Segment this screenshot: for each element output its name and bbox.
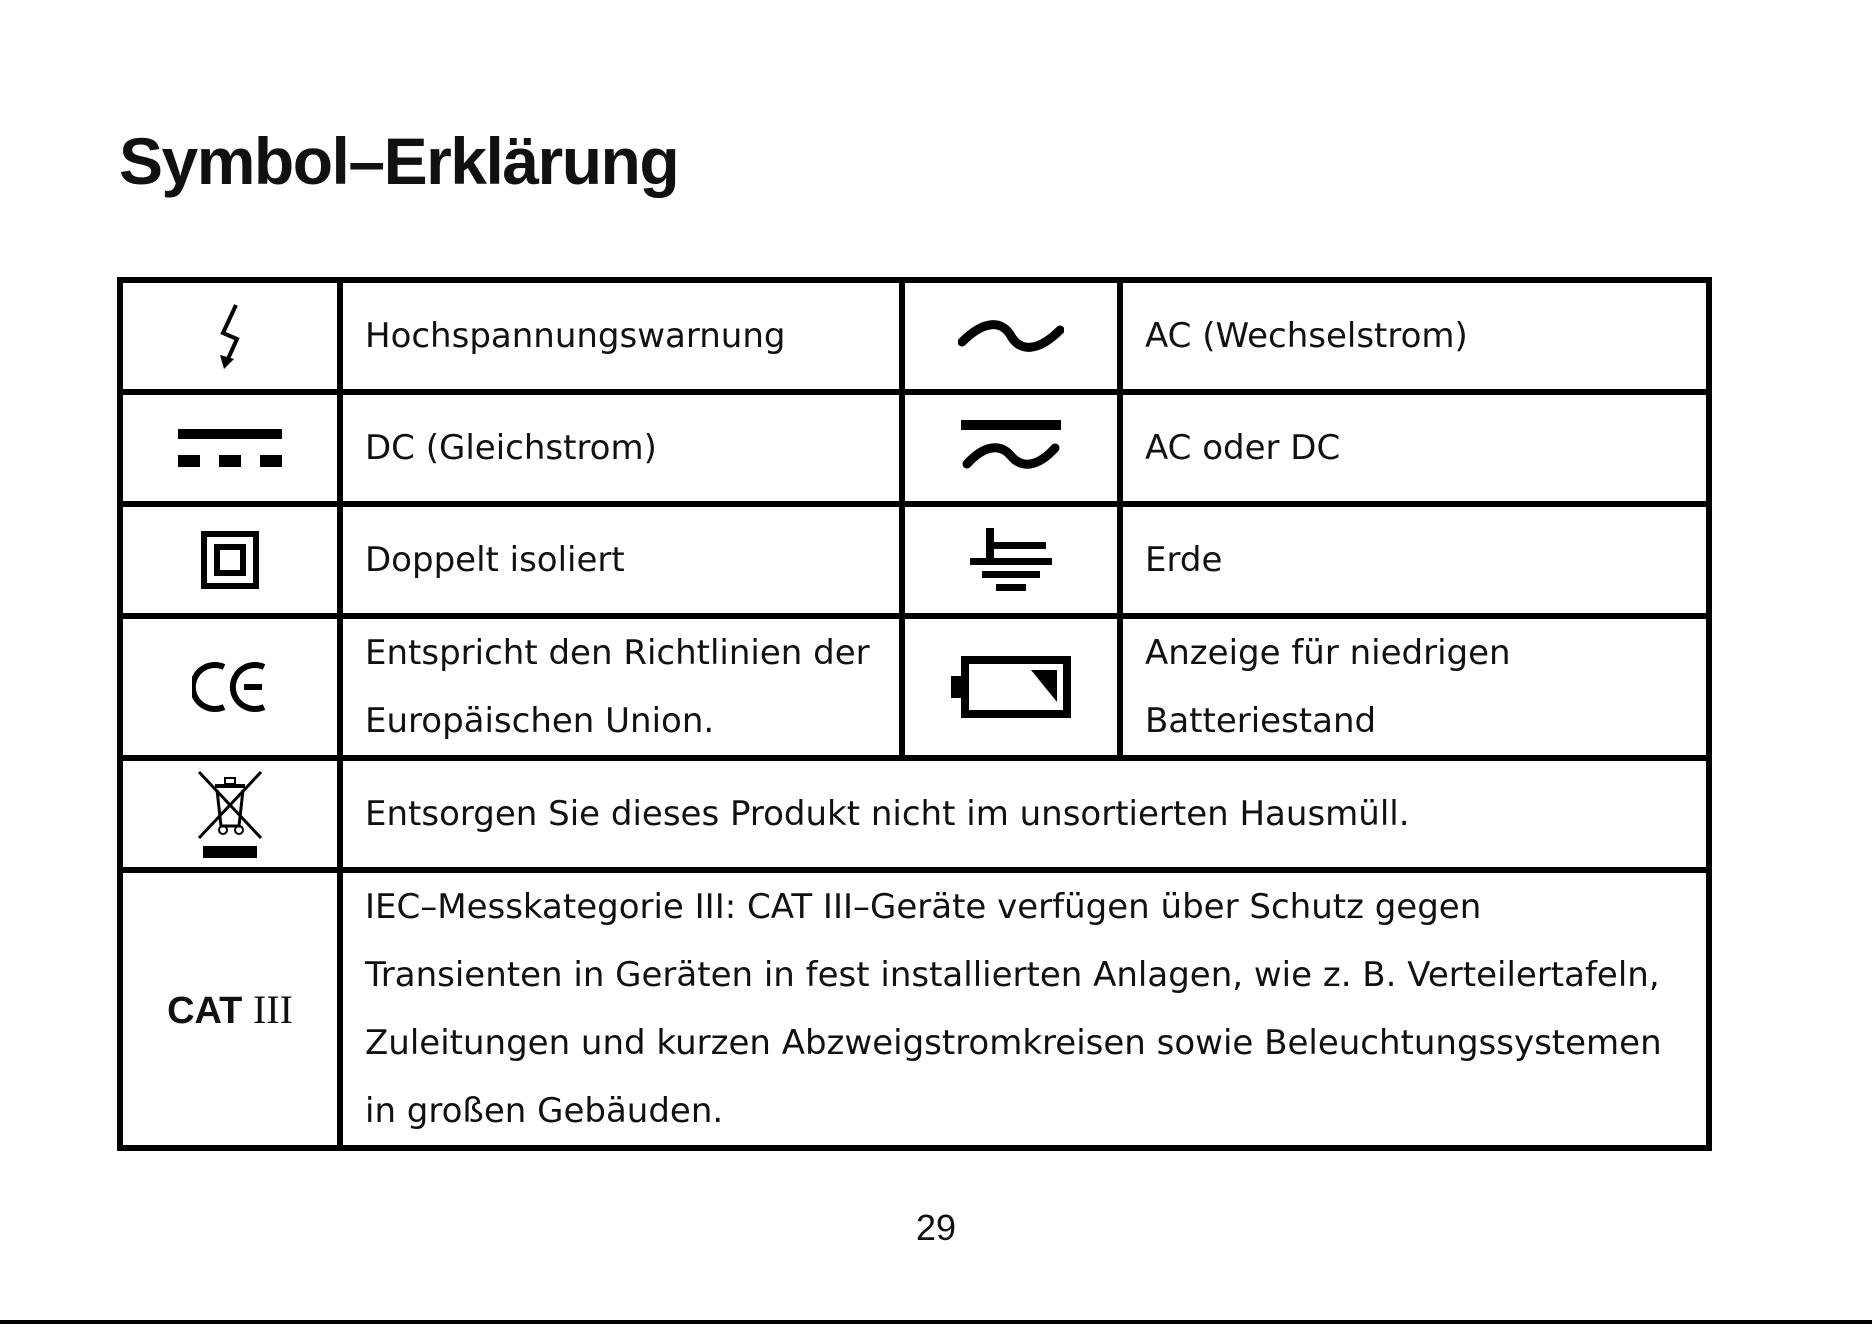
- symbol-cell: [120, 392, 340, 504]
- symbol-description: AC (Wechselstrom): [1120, 280, 1709, 392]
- symbol-description: Hochspannungswarnung: [340, 280, 902, 392]
- page-number: 29: [915, 1207, 957, 1248]
- page-title: Symbol–Erklärung: [119, 124, 679, 198]
- double-insulation-icon: [201, 531, 259, 589]
- symbol-description: IEC–Messkategorie III: CAT III–Geräte verfügen über Schutz gegen Transienten in Geräten in fest installierten Anlagen, wie z. B. Verteilertafeln, Zuleitungen und kurzen Abzweigstromkreisen sowie Beleuchtungssystemen in großen Gebäuden.: [340, 870, 1709, 1148]
- symbol-cell: [902, 504, 1120, 616]
- table-row: [120, 758, 1709, 870]
- symbol-cell: [902, 616, 1120, 758]
- symbol-table: [117, 277, 1712, 1151]
- symbol-cell: [902, 280, 1120, 392]
- symbol-cell: [120, 616, 340, 758]
- symbol-description: Anzeige für niedrigen Batteriestand: [1120, 616, 1709, 758]
- ce-mark-icon: [192, 659, 268, 715]
- symbol-description: Entspricht den Richtlinien der Europäischen Union.: [340, 616, 902, 758]
- low-battery-icon: [951, 656, 1071, 718]
- symbol-description: Entsorgen Sie dieses Produkt nicht im unsortierten Hausmüll.: [340, 758, 1709, 870]
- bottom-rule: [0, 1320, 1872, 1324]
- symbol-cell: [120, 280, 340, 392]
- ground-icon: [966, 528, 1056, 592]
- symbol-cell: [120, 870, 340, 1148]
- symbol-description: Doppelt isoliert: [340, 504, 902, 616]
- table-row: [120, 504, 1709, 616]
- table-row: [120, 870, 1709, 1148]
- symbol-description: Erde: [1120, 504, 1709, 616]
- table-row: [120, 616, 1709, 758]
- dc-current-icon: [178, 427, 282, 469]
- symbol-cell: [120, 504, 340, 616]
- table-row: [120, 280, 1709, 392]
- ac-current-icon: [958, 316, 1064, 356]
- symbol-description: DC (Gleichstrom): [340, 392, 902, 504]
- weee-crossed-bin-icon: [195, 766, 265, 862]
- ac-or-dc-icon: [961, 418, 1061, 478]
- high-voltage-icon: [210, 301, 250, 371]
- symbol-description: AC oder DC: [1120, 392, 1709, 504]
- table-row: [120, 392, 1709, 504]
- symbol-cell: [120, 758, 340, 870]
- symbol-cell: [902, 392, 1120, 504]
- cat-iii-label: CAT III: [167, 986, 293, 1032]
